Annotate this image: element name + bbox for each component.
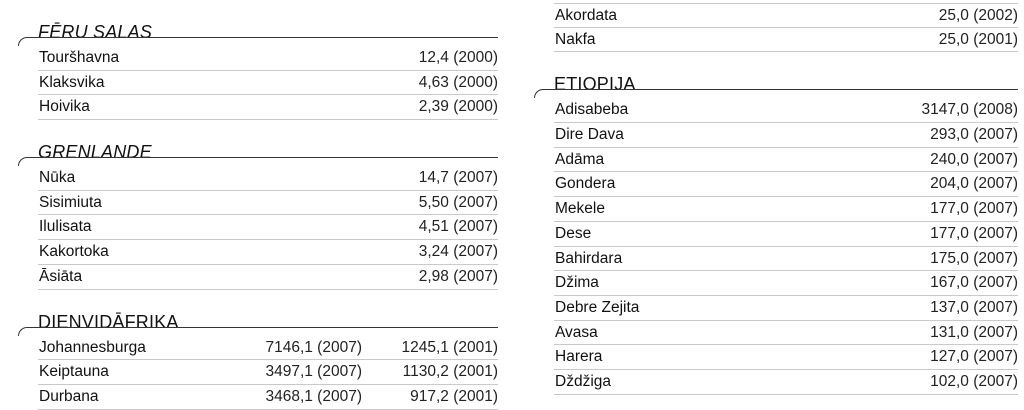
section-rule [18,37,498,46]
table-row [38,46,498,71]
city-name: Bahirdara [555,249,623,267]
table-row [38,240,498,265]
population-value: 5,50 (2007) [418,193,498,211]
population-value: 14,7 (2007) [418,169,498,187]
city-name: Avasa [555,323,598,341]
left-column [18,0,498,410]
city-name: Dždžiga [555,372,611,390]
city-name: Klaksvika [39,73,105,91]
population-value-secondary: 3497,1 (2007) [265,363,362,381]
population-value: 137,0 (2007) [930,298,1018,316]
population-value: 1245,1 (2001) [401,338,498,356]
population-value: 1130,2 (2001) [402,363,498,381]
table-row [38,265,498,290]
population-value: 3147,0 (2008) [921,101,1018,119]
section-header [18,12,498,46]
table-row [554,247,1018,272]
city-name: Nūka [39,169,76,187]
country-section [534,64,1018,394]
population-value-secondary: 7146,1 (2007) [265,338,362,356]
city-name: Nakfa [555,30,596,48]
population-value: 167,0 (2007) [930,274,1018,292]
section-rule [18,327,498,336]
table-row [554,370,1018,395]
country-section [18,132,498,289]
section-header [18,132,498,166]
city-name: Dese [555,224,592,242]
population-value: 25,0 (2002) [938,7,1018,24]
top-rows [534,3,1018,52]
table-row [554,222,1018,247]
table-row [554,197,1018,222]
city-name: Mekele [555,200,605,218]
section-title: DIENVIDĀFRIKA [38,311,179,332]
table-row [554,296,1018,321]
section-rule [534,89,1018,98]
city-name: Adisabeba [555,101,629,119]
table-row [554,3,1018,28]
population-value: 12,4 (2000) [418,49,498,66]
section-title: FĒRU SALAS [38,22,153,42]
table-row [554,321,1018,346]
population-value: 2,98 (2007) [418,267,498,285]
population-value: 204,0 (2007) [930,175,1018,193]
city-name: Hoivika [39,98,90,116]
table-row [554,123,1018,148]
country-section [18,302,498,410]
city-name: Akordata [555,7,618,24]
city-name: Kakortoka [39,243,109,261]
city-name: Adāma [555,150,605,168]
city-name: Dire Dava [555,126,624,144]
city-name: Johannesburga [39,338,146,356]
table-row [38,215,498,240]
table-row [554,345,1018,370]
city-name: Touršhavna [39,49,120,66]
population-value: 177,0 (2007) [930,224,1018,242]
table-row [38,95,498,120]
section-rule [18,157,498,166]
city-name: Ilulisata [39,218,92,236]
population-value: 240,0 (2007) [930,150,1018,168]
population-value: 293,0 (2007) [930,126,1018,144]
population-value-secondary: 3468,1 (2007) [265,387,362,405]
table-row [554,28,1018,53]
population-value: 175,0 (2007) [930,249,1018,267]
population-value: 25,0 (2001) [938,30,1018,48]
table-row [554,148,1018,173]
population-value: 127,0 (2007) [930,348,1018,366]
table-row [38,166,498,191]
city-name: Harera [555,348,603,366]
city-name: Sisimiuta [39,193,102,211]
table-row [38,71,498,96]
population-value: 177,0 (2007) [930,200,1018,218]
table-row [38,385,498,410]
city-name: Džima [555,274,599,292]
population-value: 2,39 (2000) [418,98,498,116]
population-value: 3,24 (2007) [418,243,498,261]
table-row [554,98,1018,123]
population-value: 917,2 (2001) [410,387,498,405]
table-row [554,172,1018,197]
city-name: Durbana [39,387,99,405]
table-row [554,271,1018,296]
city-name: Keiptauna [39,363,109,381]
population-value: 131,0 (2007) [930,323,1018,341]
section-title: GRENLANDE [38,142,152,163]
population-value: 102,0 (2007) [930,372,1018,390]
table-row [38,191,498,216]
section-header [534,64,1018,98]
country-section [18,12,498,120]
city-name: Gondera [555,175,616,193]
city-name: Debre Zejita [555,298,640,316]
section-header [18,302,498,336]
population-value: 4,51 (2007) [418,218,498,236]
city-name: Āsiāta [39,267,83,285]
section-title: ETIOPIJA [554,74,636,95]
population-value: 4,63 (2000) [418,73,498,91]
table-row [38,336,498,361]
table-row [38,360,498,385]
right-column [534,0,1018,395]
